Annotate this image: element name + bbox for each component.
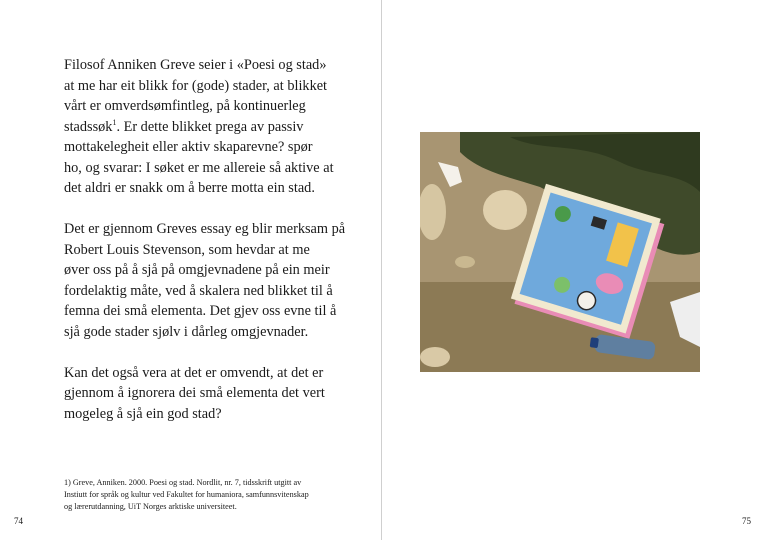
text-line: vårt er omverdsømfintleg, på kontinuerleg	[64, 98, 306, 114]
rock	[455, 256, 475, 268]
body-text	[64, 55, 364, 445]
text-line: gjennom å ignorera dei små elementa det vert	[64, 385, 325, 401]
page-number-right: 75	[742, 516, 751, 526]
text-line: femna dei små elementa. Det gjev oss evne til å	[64, 303, 337, 319]
text-line: Filosof Anniken Greve seier i «Poesi og stad»	[64, 57, 327, 73]
text-line: ho, og svarar: I søket er me allereie så aktive at	[64, 159, 334, 176]
text-line: øver oss på å sjå på omgjevnadene på ein meir	[64, 262, 330, 278]
rock	[420, 347, 450, 367]
text-line: sjå gode stader sjølv i dårleg omgjevnader.	[64, 323, 309, 340]
paragraph-3	[64, 363, 364, 425]
photo-illustration	[420, 132, 700, 372]
text-line	[64, 117, 364, 138]
text-line: Kan det også vera at det er omvendt, at det er	[64, 364, 324, 381]
text-line: mottakelegheit eller aktiv skaparevne? spør	[64, 139, 313, 155]
gutter-divider	[381, 0, 382, 540]
footnote-line: Instiutt for språk og kultur ved Fakultet for humaniora, samfunnsvitenskap	[64, 490, 309, 499]
text-line: det aldri er snakk om å berre motta ein stad.	[64, 180, 315, 196]
text-line: mogeleg å sjå ein god stad?	[64, 405, 222, 422]
rock	[483, 190, 527, 230]
text-line: Det er gjennom Greves essay eg blir merksam på	[64, 221, 346, 237]
page-number-left: 74	[14, 516, 23, 526]
text-line: fordelaktig måte, ved å skalera ned blikket til å	[64, 282, 333, 299]
paragraph-2	[64, 219, 364, 342]
footnote-line: 1) Greve, Anniken. 2000. Poesi og stad. Nordlit, nr. 7, tidsskrift utgitt av	[64, 478, 302, 487]
footnote-reference: 1	[112, 117, 117, 127]
right-page	[383, 0, 764, 540]
footnote	[64, 477, 364, 513]
text-fragment: stadssøk	[64, 118, 113, 135]
text-line: at me har eit blikk for (gode) stader, at blikket	[64, 77, 328, 94]
footnote-line: og lærerutdanning, UiT Norges arktiske universiteet.	[64, 502, 237, 511]
bottle-cap	[590, 337, 599, 348]
paragraph-1	[64, 55, 364, 199]
photo-childrens-drawing-in-bushes	[420, 132, 700, 372]
text-line: Robert Louis Stevenson, som hevdar at me	[64, 241, 310, 258]
text-fragment: . Er dette blikket prega av passiv	[116, 118, 304, 135]
